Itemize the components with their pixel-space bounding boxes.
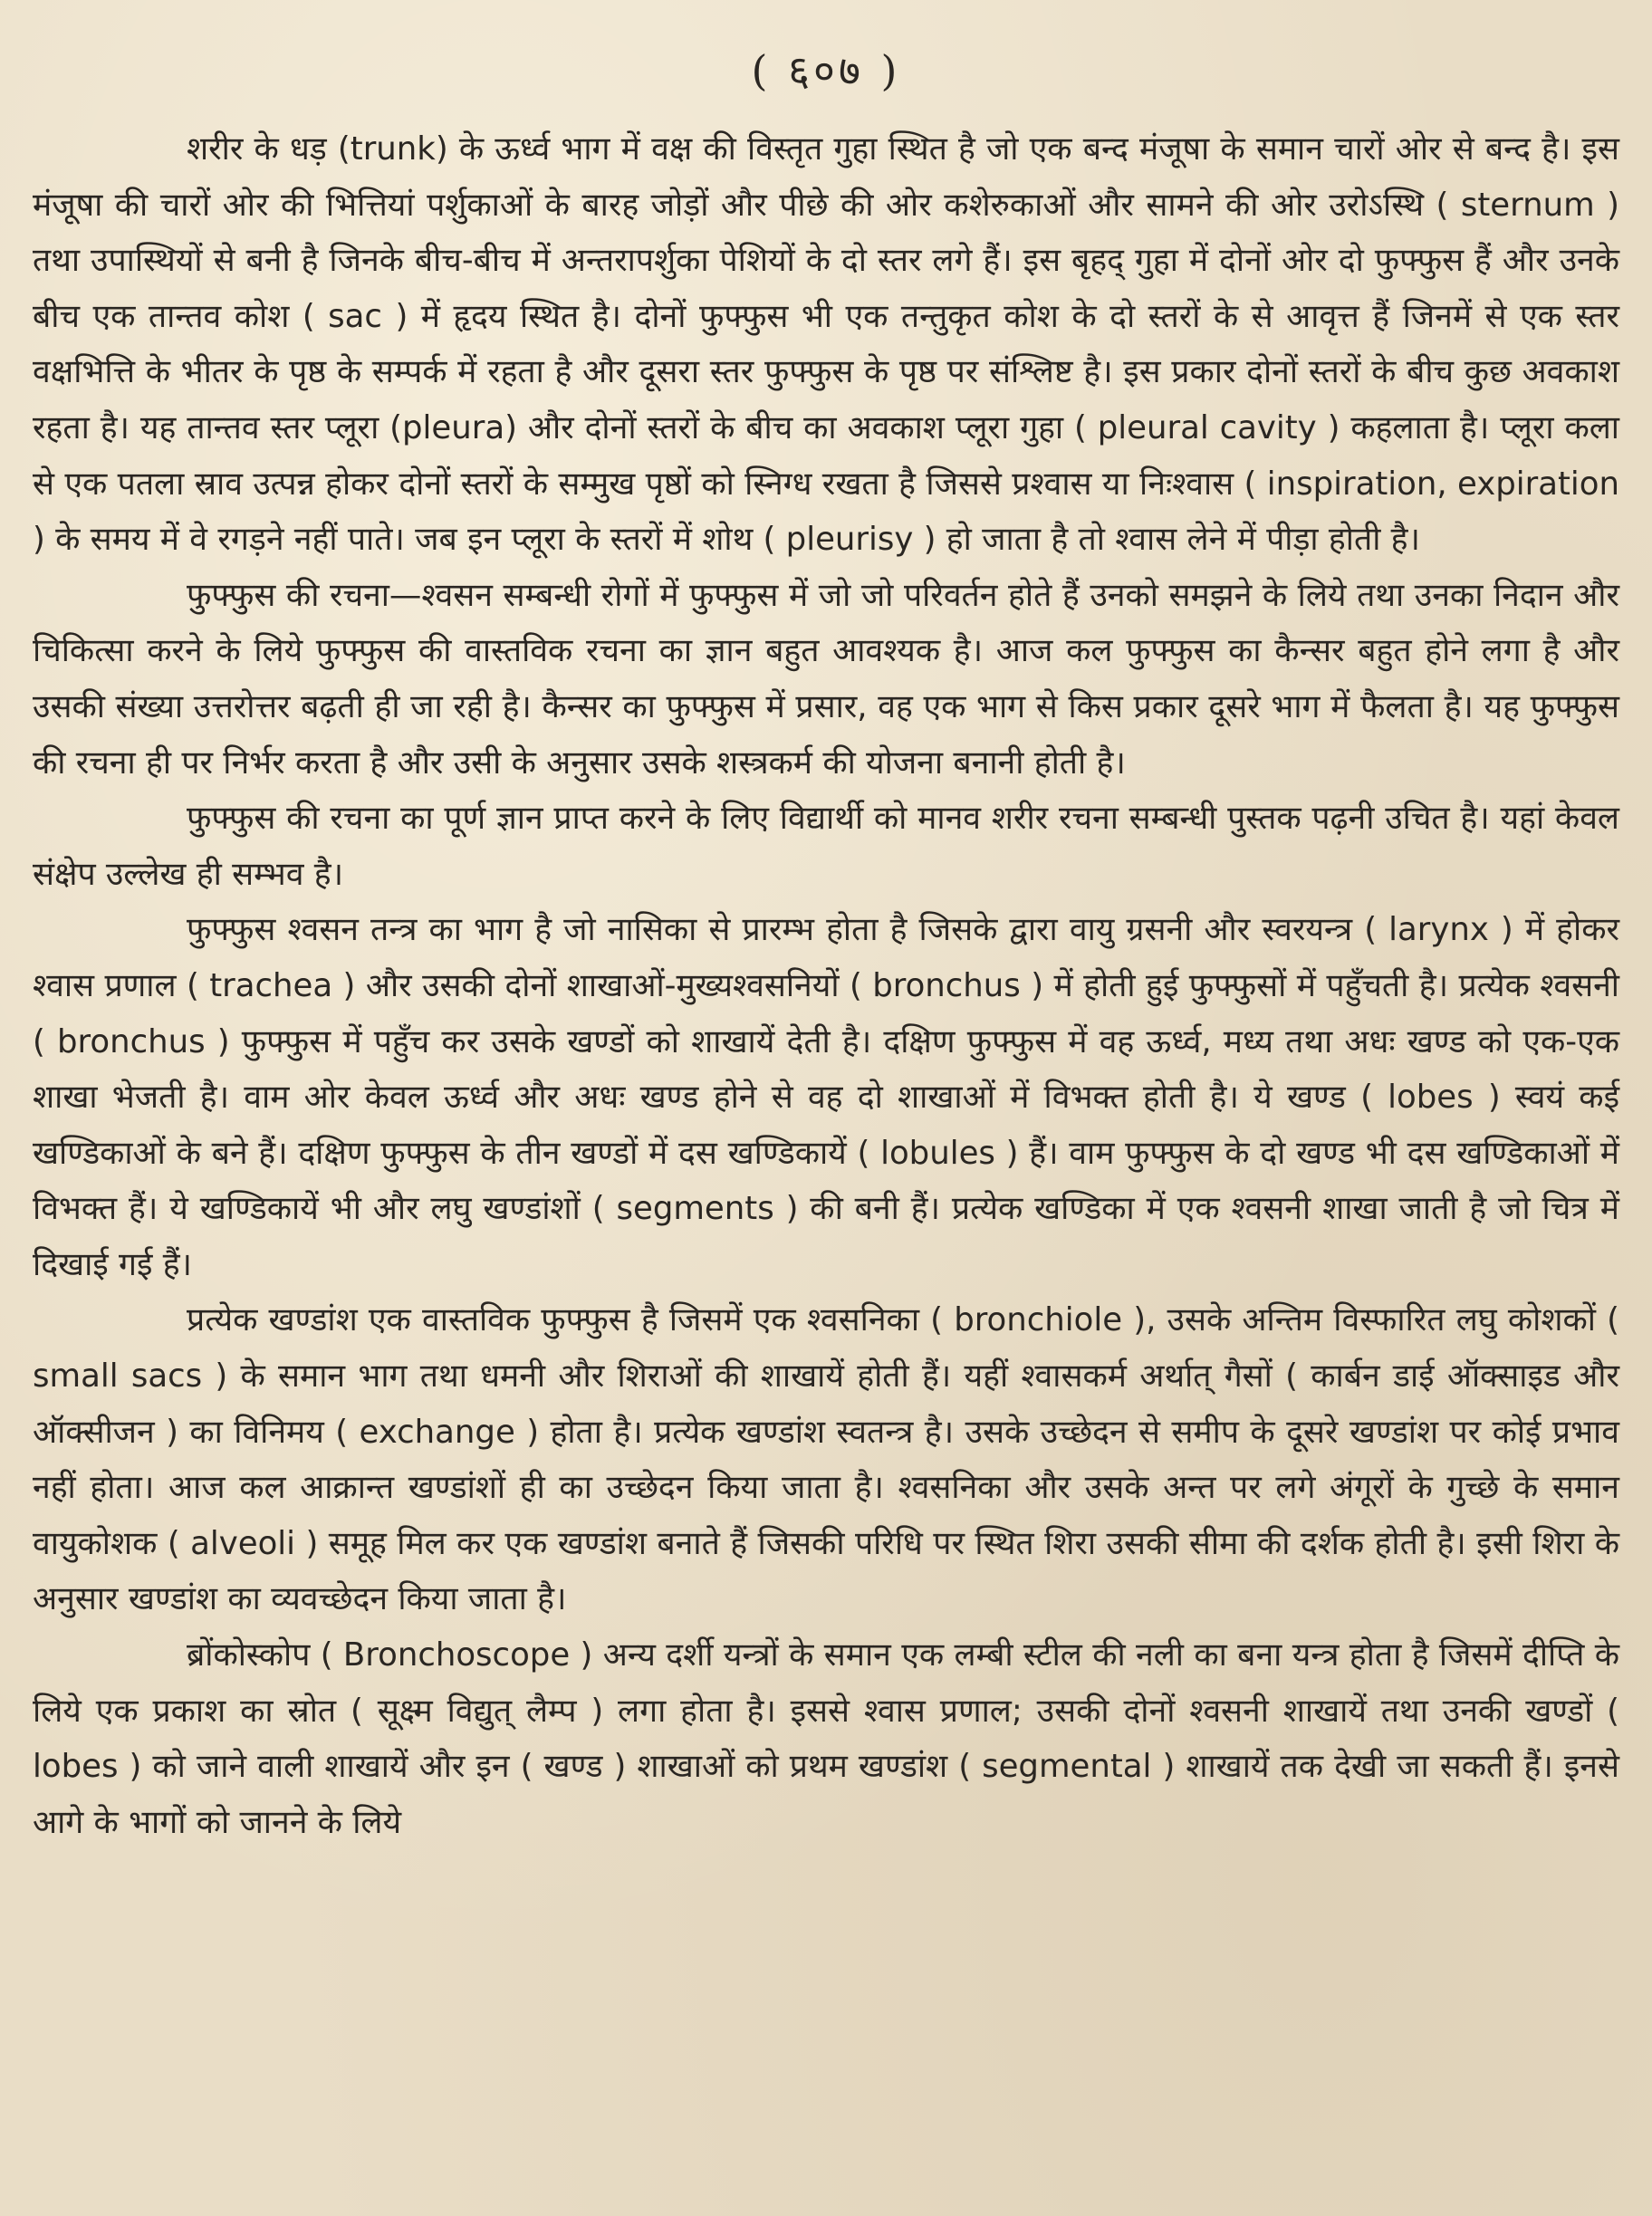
paragraph-anatomy-reference: फुफ्फुस की रचना का पूर्ण ज्ञान प्राप्त करने के लिए विद्यार्थी को मानव शरीर रचना सम्बन्धी पुस्तक पढ़नी उचित है। यहां केवल संक्षेप उल्लेख ही सम्भव है। xyxy=(33,800,1619,893)
paragraph-lung-segments: प्रत्येक खण्डांश एक वास्तविक फुफ्फुस है जिसमें एक श्वसनिका ( bronchiole ), उसके अन्तिम विस्फारित लघु कोशकों ( small sacs ) के समान भाग तथा धमनी और शिराओं की शाखायें होती हैं। यहीं श्वासकर्म अर्थात् गैसों ( कार्बन डाई ऑक्साइड और ऑक्सीजन ) का विनिमय ( exchange ) होता है। प्रत्येक खण्डांश स्वतन्त्र है। उसके उच्छेदन से समीप के दूसरे खण्डांश पर कोई प्रभाव नहीं होता। आज कल आक्रान्त खण्डांशों ही का उच्छेदन किया जाता है। श्वसनिका और उसके अन्त पर लगे अंगूरों के गुच्छे के समान वायुकोशक ( alveoli ) समूह मिल कर एक खण्डांश बनाते हैं जिसकी परिधि पर स्थित शिरा उसकी सीमा की दर्शक होती है। इसी शिरा के अनुसार खण्डांश का व्यवच्छेदन किया जाता है। xyxy=(33,1301,1619,1618)
paragraph-bronchoscope: ब्रोंकोस्कोप ( Bronchoscope ) अन्य दर्शी यन्त्रों के समान एक लम्बी स्टील की नली का बना यन्त्र होता है जिसमें दीप्ति के लिये एक प्रकाश का स्रोत ( सूक्ष्म विद्युत् लैम्प ) लगा होता है। इससे श्वास प्रणाल; उसकी दोनों श्वसनी शाखायें तथा उनकी खण्डों ( lobes ) को जाने वाली शाखायें और इन ( खण्ड ) शाखाओं को प्रथम खण्डांश ( segmental ) शाखायें तक देखी जा सकती हैं। इनसे आगे के भागों को जानने के लिये xyxy=(33,1636,1619,1841)
page-number: ( ६०७ ) xyxy=(751,46,901,95)
paragraph-respiratory-tract: फुफ्फुस श्वसन तन्त्र का भाग है जो नासिका से प्रारम्भ होता है जिसके द्वारा वायु ग्रसनी और स्वरयन्त्र ( larynx ) में होकर श्वास प्रणाल ( trachea ) और उसकी दोनों शाखाओं-मुख्यश्वसनियों ( bronchus ) में होती हुई फुफ्फुसों में पहुँचती है। प्रत्येक श्वसनी ( bronchus ) फुफ्फुस में पहुँच कर उसके खण्डों को शाखायें देती है। दक्षिण फुफ्फुस में वह ऊर्ध्व, मध्य तथा अधः खण्ड को एक-एक शाखा भेजती है। वाम ओर केवल ऊर्ध्व और अधः खण्ड होने से वह दो शाखाओं में विभक्त होती है। ये खण्ड ( lobes ) स्वयं कई खण्डिकाओं के बने हैं। दक्षिण फुफ्फुस के तीन खण्डों में दस खण्डिकायें ( lobules ) हैं। वाम फुफ्फुस के दो खण्ड भी दस खण्डिकाओं में विभक्त हैं। ये खण्डिकायें भी और लघु खण्डांशों ( segments ) की बनी हैं। प्रत्येक खण्डिका में एक श्वसनी शाखा जाती है जो चित्र में दिखाई गई हैं। xyxy=(33,911,1619,1283)
paragraph-thoracic-cavity: शरीर के धड़ (trunk) के ऊर्ध्व भाग में वक्ष की विस्तृत गुहा स्थित है जो एक बन्द मंजूषा के समान चारों ओर से बन्द है। इस मंजूषा की चारों ओर की भित्तियां पर्शुकाओं के बारह जोड़ों और पीछे की ओर कशेरुकाओं और सामने की ओर उरोऽस्थि ( sternum ) तथा उपास्थियों से बनी है जिनके बीच-बीच में अन्तरापर्शुका पेशियों के दो स्तर लगे हैं। इस बृहद् गुहा में दोनों ओर दो फुफ्फुस हैं और उनके बीच एक तान्तव कोश ( sac ) में हृदय स्थित है। दोनों फुफ्फुस भी एक तन्तुकृत कोश के दो स्तरों के से आवृत्त हैं जिनमें से एक स्तर वक्षभित्ति के भीतर के पृष्ठ के सम्पर्क में रहता है और दूसरा स्तर फुफ्फुस के पृष्ठ पर संश्लिष्ट है। इस प्रकार दोनों स्तरों के बीच कुछ अवकाश रहता है। यह तान्तव स्तर प्लूरा (pleura) और दोनों स्तरों के बीच का अवकाश प्लूरा गुहा ( pleural cavity ) कहलाता है। प्लूरा कला से एक पतला स्राव उत्पन्न होकर दोनों स्तरों के सम्मुख पृष्ठों को स्निग्ध रखता है जिससे प्रश्वास या निःश्वास ( inspiration, expiration ) के समय में वे रगड़ने नहीं पाते। जब इन प्लूरा के स्तरों में शोथ ( pleurisy ) हो जाता है तो श्वास लेने में पीड़ा होती है। xyxy=(33,130,1619,559)
paragraph-lung-structure: फुफ्फुस की रचना—श्वसन सम्बन्धी रोगों में फुफ्फुस में जो जो परिवर्तन होते हैं उनको समझने के लिये तथा उनका निदान और चिकित्सा करने के लिये फुफ्फुस की वास्तविक रचना का ज्ञान बहुत आवश्यक है। आज कल फुफ्फुस का कैन्सर बहुत होने लगा है और उसकी संख्या उत्तरोत्तर बढ़ती ही जा रही है। कैन्सर का फुफ्फुस में प्रसार, वह एक भाग से किस प्रकार दूसरे भाग में फैलता है। यह फुफ्फुस की रचना ही पर निर्भर करता है और उसी के अनुसार उसके शस्त्रकर्म की योजना बनानी होती है। xyxy=(33,576,1619,782)
body-text xyxy=(33,121,1619,1850)
